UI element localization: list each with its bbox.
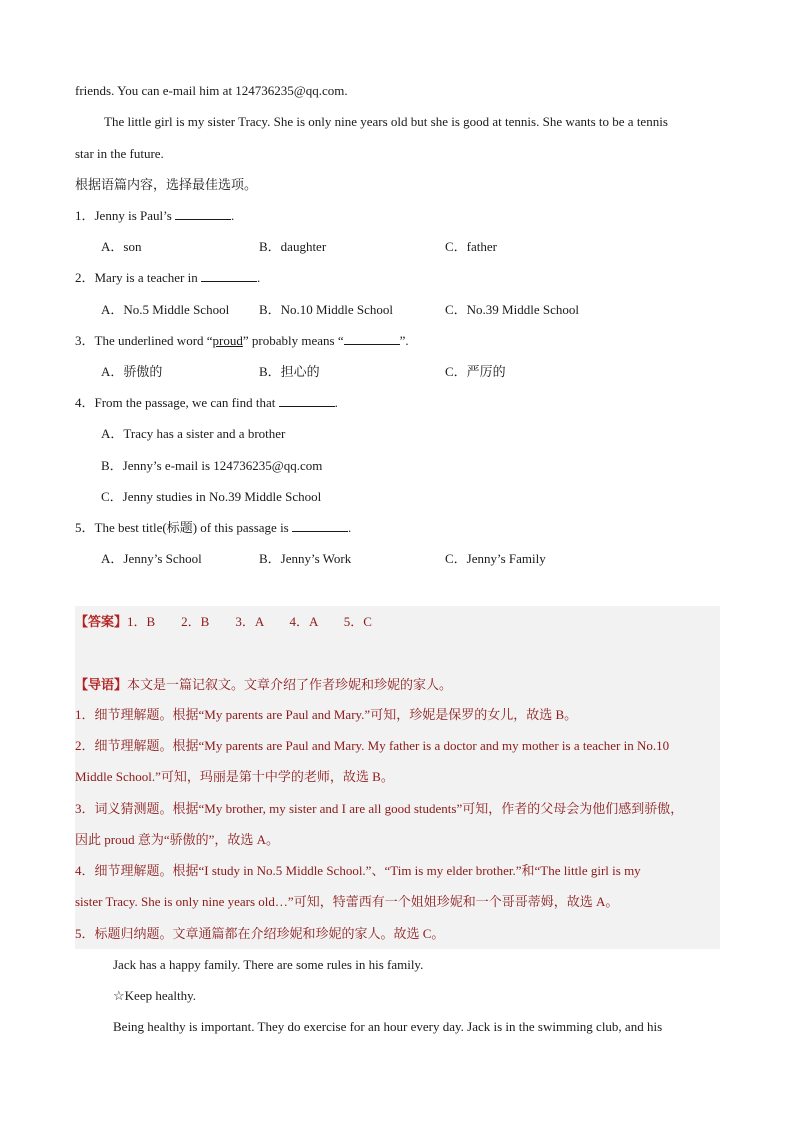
answer-line <box>75 613 372 631</box>
explanation-line: 2．细节理解题。根据“My parents are Paul and Mary. My father is a doctor and my mother is a teacher in No.10 <box>75 738 670 753</box>
explanation-line: 4．细节理解题。根据“I study in No.5 Middle School.”、“Tim is my elder brother.”和“The little girl is my <box>75 863 641 878</box>
answer-text: 1．B 2．B 3．A 4．A 5．C <box>127 614 372 629</box>
question-stem <box>75 519 351 537</box>
underlined-word: proud <box>212 333 243 348</box>
question-stem-end: . <box>256 270 261 285</box>
question-stem <box>75 269 260 287</box>
explanation-line: 5．标题归纳题。文章通篇都在介绍珍妮和珍妮的家人。故选 C。 <box>75 926 445 941</box>
option-c: C．No.39 Middle School <box>445 302 579 317</box>
passage-line: friends. You can e-mail him at 124736235@qq.com. <box>75 83 348 98</box>
explanation-line: 1．细节理解题。根据“My parents are Paul and Mary.”可知，珍妮是保罗的女儿，故选 B。 <box>75 707 578 722</box>
instruction: 根据语篇内容，选择最佳选项。 <box>75 177 258 192</box>
question-stem-end: . <box>334 395 338 410</box>
option-a: A．骄傲的 <box>101 364 163 379</box>
question-stem <box>75 332 409 350</box>
option-a: A．son <box>101 239 142 254</box>
option-b: B．No.10 Middle School <box>259 302 393 317</box>
option-a: A．No.5 Middle School <box>101 302 230 317</box>
option-c: C．严厉的 <box>445 364 506 379</box>
option-b: B．Jenny’s e-mail is 124736235@qq.com <box>101 458 323 473</box>
option-c: C．father <box>445 239 497 254</box>
passage-line: The little girl is my sister Tracy. She is only nine years old but she is good at tennis. She wants to be a tennis <box>104 114 668 129</box>
answer-blank <box>279 394 335 407</box>
guide-text: 本文是一篇记叙文。文章介绍了作者珍妮和珍妮的家人。 <box>127 677 453 692</box>
option-b: B．Jenny’s Work <box>259 551 352 566</box>
explanation-line: 因此 proud 意为“骄傲的”，故选 A。 <box>75 832 280 847</box>
explanation-line: Middle School.”可知，玛丽是第十中学的老师，故选 B。 <box>75 769 394 784</box>
passage-line: Being healthy is important. They do exercise for an hour every day. Jack is in the swimming club, and his <box>113 1019 663 1034</box>
question-stem-end: ”. <box>399 333 409 348</box>
question-stem-text: 5．The best title(标题) of this passage is <box>75 520 292 535</box>
question-stem-text: 2．Mary is a teacher in <box>75 270 201 285</box>
passage-line: ☆Keep healthy. <box>113 988 197 1003</box>
question-stem <box>75 207 234 225</box>
question-stem <box>75 394 338 412</box>
answer-blank <box>175 207 231 220</box>
question-stem-text: 1．Jenny is Paul’s <box>75 208 176 223</box>
question-stem-mid: ” probably means “ <box>242 333 344 348</box>
option-b: B．担心的 <box>259 364 320 379</box>
answer-blank <box>201 269 257 282</box>
passage-line: Jack has a happy family. There are some rules in his family. <box>113 957 424 972</box>
explanation-line: 3．词义猜测题。根据“My brother, my sister and I are all good students”可知，作者的父母会为他们感到骄傲， <box>75 801 684 816</box>
option-c: C．Jenny’s Family <box>445 551 546 566</box>
answer-label: 【答案】 <box>75 614 128 629</box>
question-stem-end: . <box>231 208 235 223</box>
option-a: A．Jenny’s School <box>101 551 202 566</box>
question-stem-text: 3．The underlined word “ <box>75 333 213 348</box>
explanation-line: sister Tracy. She is only nine years old…”可知，特蕾西有一个姐姐珍妮和一个哥哥蒂姆，故选 A。 <box>75 894 619 909</box>
option-c: C．Jenny studies in No.39 Middle School <box>101 489 322 504</box>
passage-line: star in the future. <box>75 146 164 161</box>
question-stem-text: 4．From the passage, we can find that <box>75 395 279 410</box>
guide-label: 【导语】 <box>75 677 128 692</box>
answer-blank <box>292 519 348 532</box>
option-b: B．daughter <box>259 239 327 254</box>
option-a: A．Tracy has a sister and a brother <box>101 426 286 441</box>
question-stem-end: . <box>348 520 352 535</box>
guide-line <box>75 676 452 694</box>
answer-blank <box>344 332 400 345</box>
